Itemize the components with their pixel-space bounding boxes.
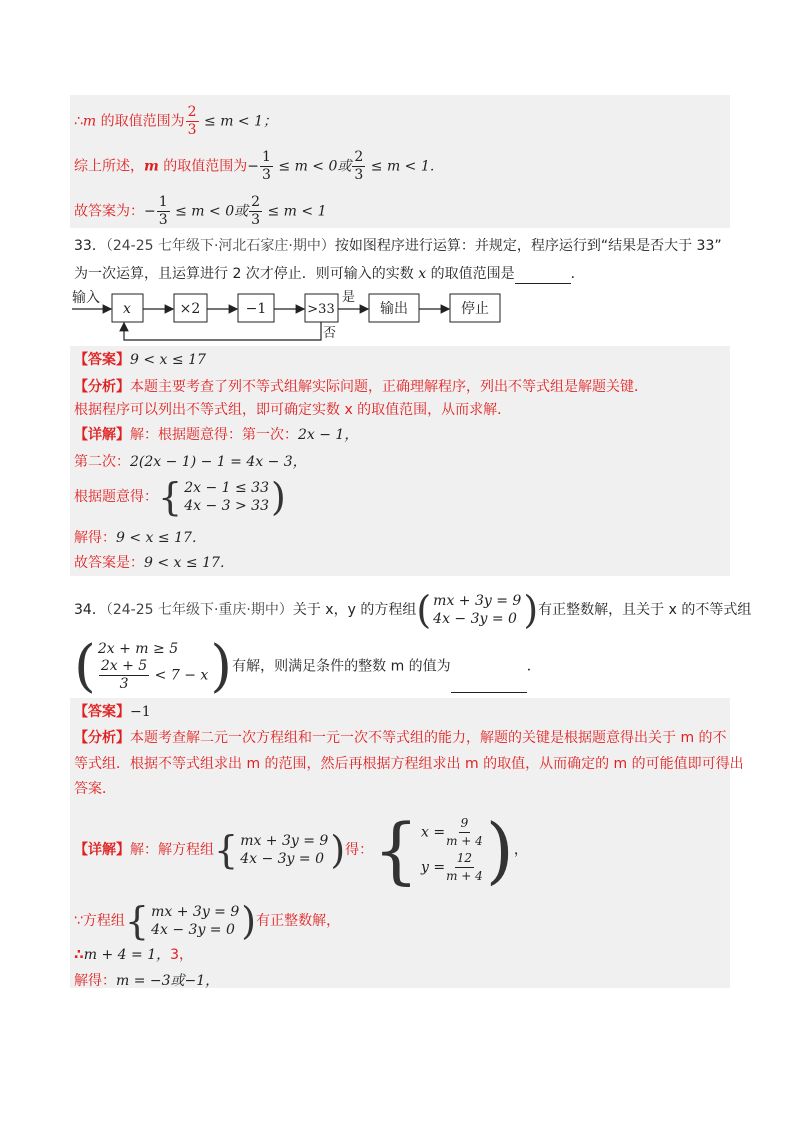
flow-box-compare-label: >33 <box>307 302 335 317</box>
prev-line-2: 综上所述，m 的取值范围为− $\frac{1}{3}$ ≤ m < 0或 $\frac{2}{3}$ ≤ m < 1． <box>74 149 444 183</box>
q33-solve: 解得：9 < x ≤ 17． <box>74 530 206 546</box>
q33-detail-1: 【详解】解：根据题意得：第一次：2x − 1， <box>74 427 359 443</box>
flow-no-label: 否 <box>323 326 337 341</box>
q34-detail-1: 【详解】解：解方程组 { mx + 3y = 9 4x − 3y = 0 ) 得： { x = $\frac{9}{m + 4}$ y = $\frac{12}{m + 4}$ ) ， <box>74 808 528 892</box>
q33-detail-2: 第二次：2(2x − 1) − 1 = 4x − 3， <box>74 454 307 470</box>
q34-solution-system: { x = $\frac{9}{m + 4}$ y = $\frac{12}{m + 4}$ ) <box>373 808 514 892</box>
q34-solve: 解得：m = −3或−1， <box>74 973 220 989</box>
flow-box-stop-label: 停止 <box>461 301 489 317</box>
q34-because: ∵方程组 { mx + 3y = 9 4x − 3y = 0 ) 有正整数解， <box>74 899 341 943</box>
q33-analysis-2: 根据程序可以列出不等式组，即可确定实数 x 的取值范围，从而求解． <box>74 402 512 418</box>
flow-box-times2-label: ×2 <box>179 301 201 317</box>
answer-blank <box>515 267 571 284</box>
q34-equation-system: ( mx + 3y = 9 4x − 3y = 0 ) <box>416 588 539 632</box>
q34-analysis-3: 答案． <box>74 781 116 797</box>
q33-inequality-system: { 2x − 1 ≤ 33 4x − 3 > 33 ) <box>158 475 286 519</box>
q34-analysis-1: 【分析】本题考查解二元一次方程组和一元一次不等式组的能力，解题的关键是根据题意得出关于 m 的不 <box>74 730 727 746</box>
flow-box-output-label: 输出 <box>380 301 408 317</box>
q33-stem-line-2: 为一次运算，且运算进行 2 次才停止．则可输入的实数 x 的取值范围是 ． <box>74 266 585 282</box>
q33-final: 故答案是：9 < x ≤ 17． <box>74 555 234 571</box>
q33-stem-line-1: 33．（24-25 七年级下·河北石家庄·期中）按如图程序进行运算：并规定，程序运行到“结果是否大于 33” <box>74 238 722 254</box>
q34-stem-line-1: 34．（24-25 七年级下·重庆·期中）关于 x，y 的方程组 ( mx + 3y = 9 4x − 3y = 0 ) 有正整数解，且关于 x 的不等式组 <box>74 588 752 632</box>
q34-answer: 【答案】−1 <box>74 704 151 720</box>
q33-answer: 【答案】9 < x ≤ 17 <box>74 352 206 368</box>
answer-blank <box>451 676 527 693</box>
flowchart <box>70 282 520 346</box>
flow-box-minus1-label: −1 <box>245 301 267 317</box>
q33-analysis-1: 【分析】本题主要考查了列不等式组解实际问题，正确理解程序，列出不等式组是解题关键． <box>74 379 648 395</box>
flow-input-label: 输入 <box>72 290 100 306</box>
q33-detail-3: 根据题意得： { 2x − 1 ≤ 33 4x − 3 > 33 ) <box>74 475 286 519</box>
flow-box-x-label: x <box>123 301 131 317</box>
q34-stem-line-2: ( 2x + m ≥ 5 $\frac{2x + 5}{3}$ < 7 − x ) 有解，则满足条件的整数 m 的值为 ． <box>74 633 541 699</box>
flow-yes-label: 是 <box>342 290 356 305</box>
prev-line-3: 故答案为：− $\frac{1}{3}$ ≤ m < 0或 $\frac{2}{3}$ ≤ m < 1 <box>74 194 327 228</box>
q34-therefore: ∴m + 4 = 1，3， <box>74 947 194 963</box>
q34-analysis-2: 等式组．根据不等式组求出 m 的范围，然后再根据方程组求出 m 的取值，从而确定的 m 的可能值即可得出 <box>74 756 744 772</box>
prev-line-1: ∴m 的取值范围为 $\frac{2}{3}$ ≤ m < 1； <box>74 104 278 138</box>
q34-inequality-system: ( 2x + m ≥ 5 $\frac{2x + 5}{3}$ < 7 − x ) <box>74 633 233 699</box>
